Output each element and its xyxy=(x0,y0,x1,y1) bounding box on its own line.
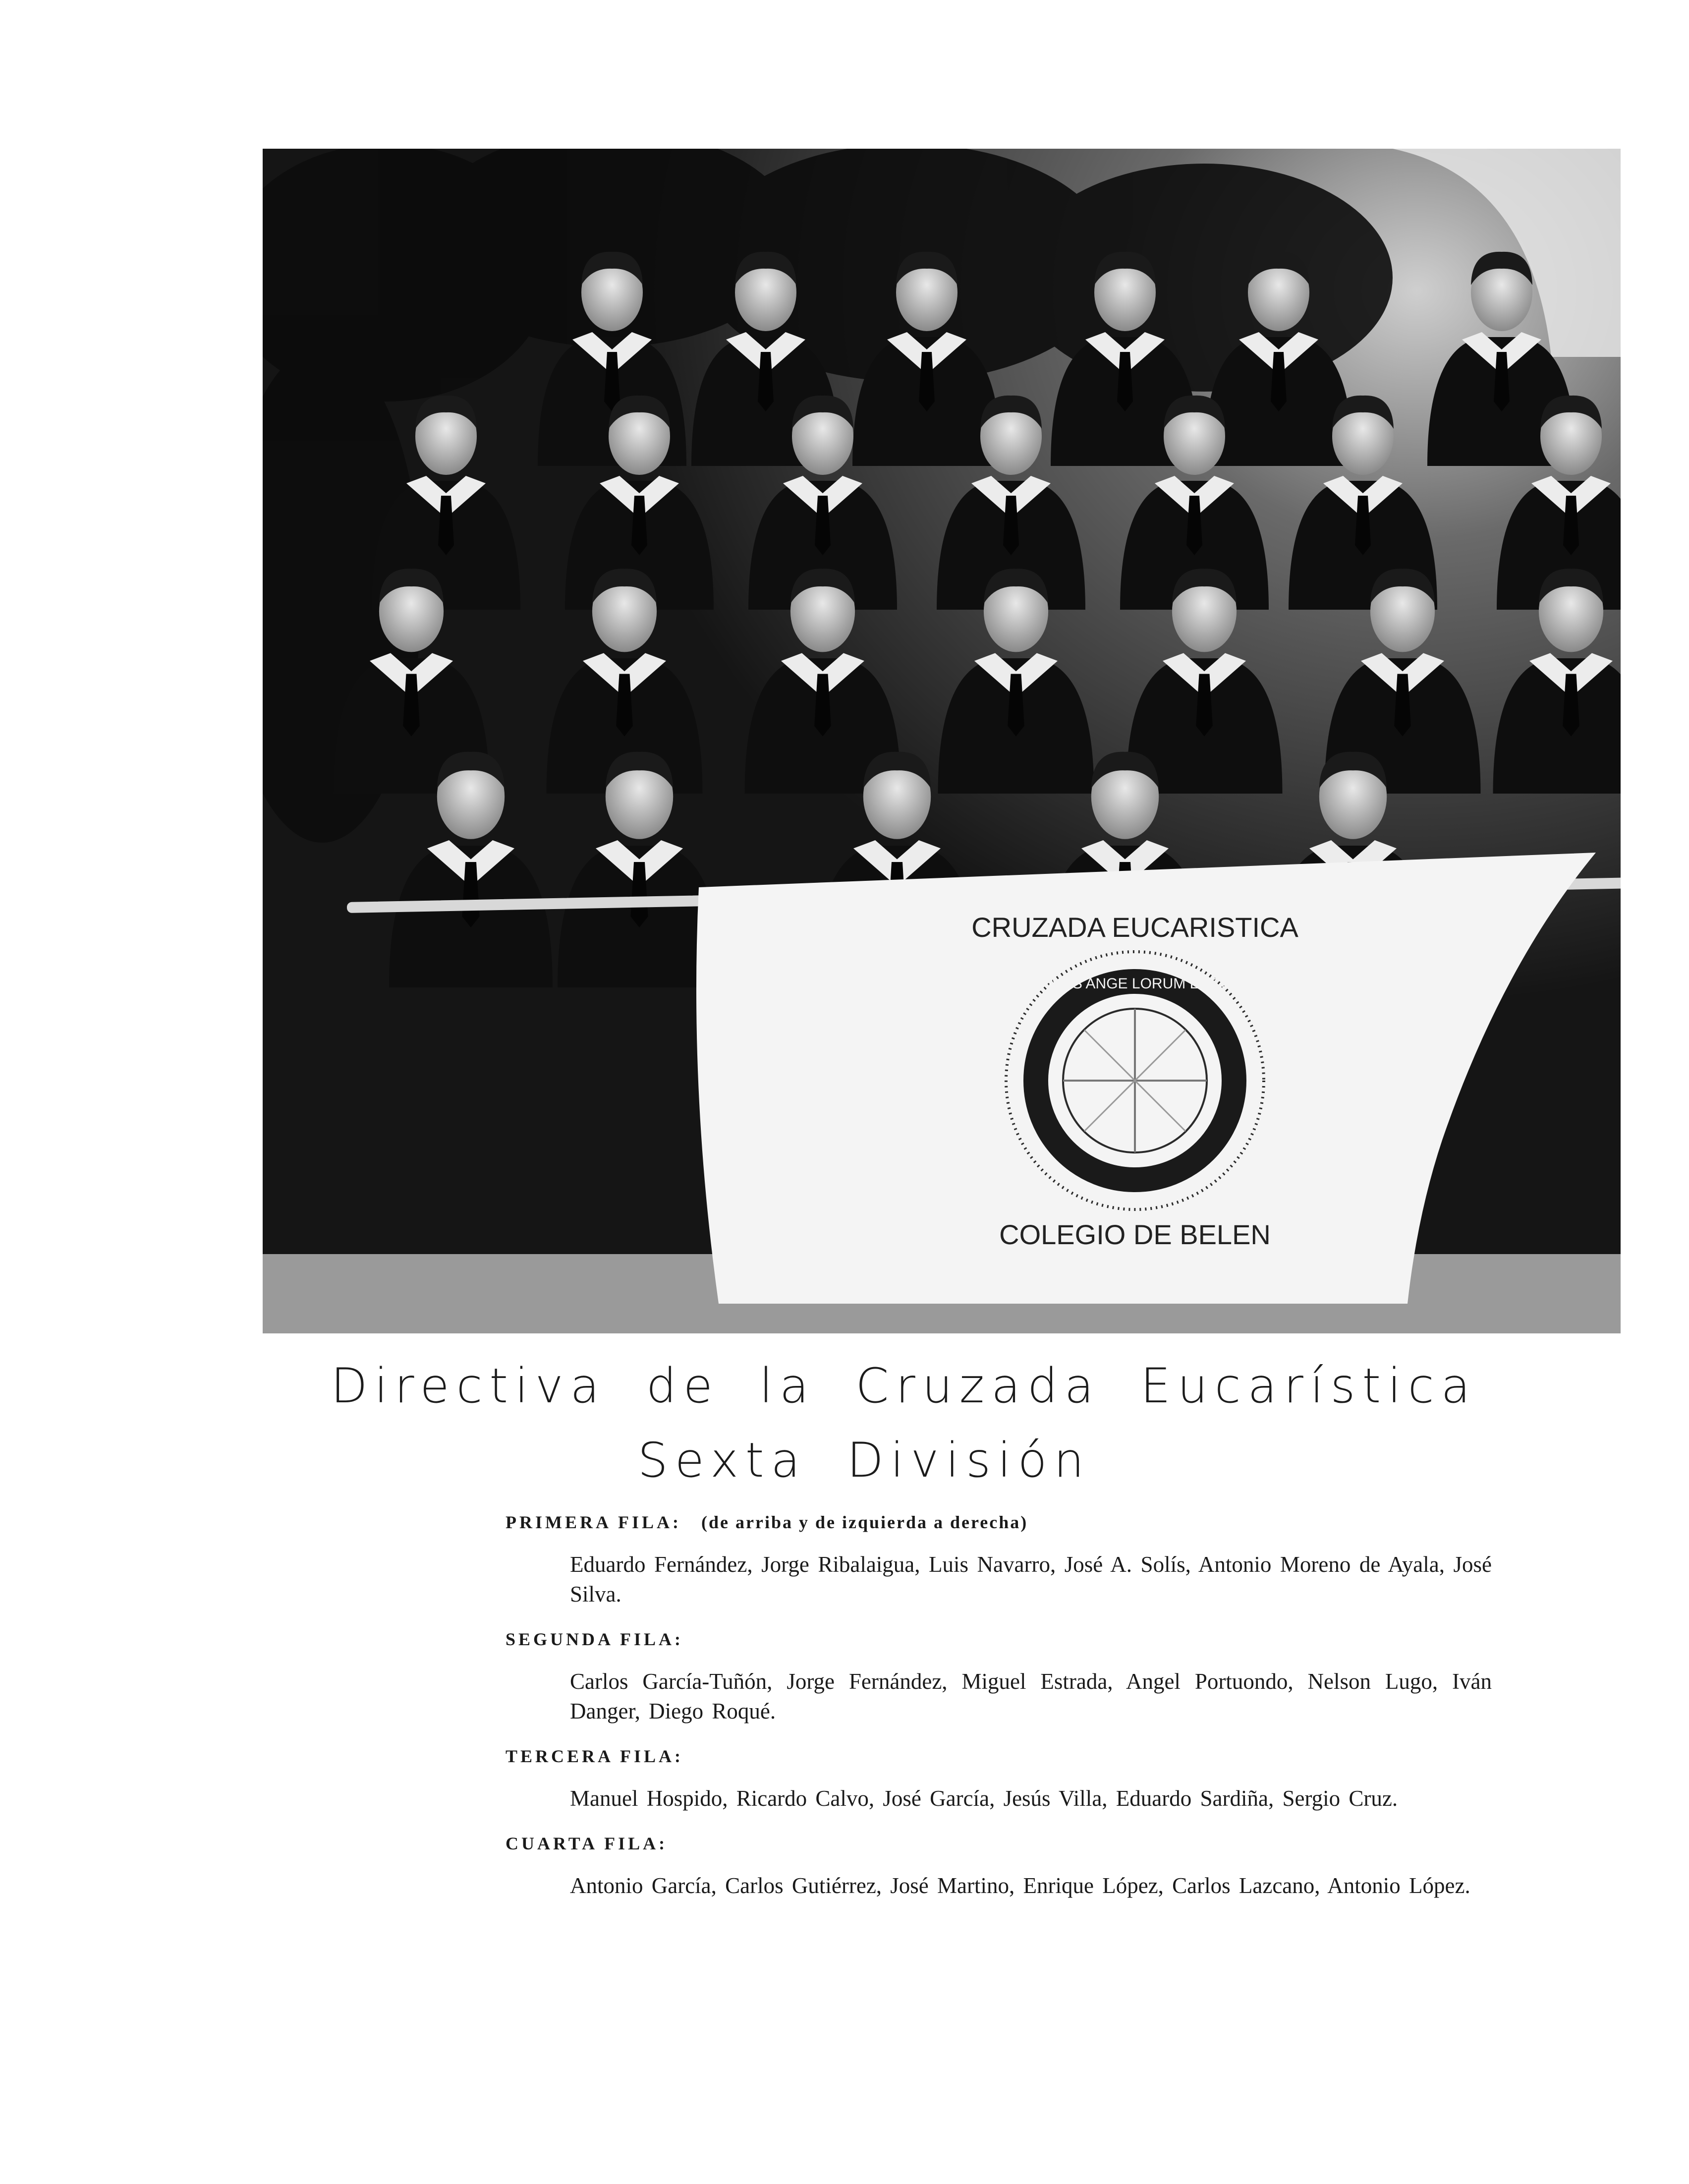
page-title: Directiva de la Cruzada Eucarística xyxy=(331,1358,1477,1414)
page-subtitle: Sexta División xyxy=(637,1433,1091,1488)
flag-outer-text: CRUZADA EUCARISTICA xyxy=(971,912,1298,943)
row-heading xyxy=(506,1629,1492,1650)
group-photo-illustration xyxy=(263,149,1621,1333)
row-heading-label: TERCERA FILA: xyxy=(506,1746,684,1766)
row-names: Manuel Hospido, Ricardo Calvo, José García, Jesús Villa, Eduardo Sardiña, Sergio Cruz. xyxy=(570,1786,1398,1811)
flag-inner-text: PANIS ANGE LORUM ECCE xyxy=(1039,976,1231,992)
group-photo xyxy=(263,149,1621,1333)
row-heading xyxy=(506,1833,1492,1854)
row-names: Antonio García, Carlos Gutiérrez, José Martino, Enrique López, Carlos Lazcano, Antonio López. xyxy=(570,1873,1470,1898)
row-heading xyxy=(506,1512,1492,1533)
flag-bottom-text: COLEGIO DE BELEN xyxy=(999,1219,1271,1250)
row-names: Carlos García-Tuñón, Jorge Fernández, Miguel Estrada, Angel Portuondo, Nelson Lugo, Iván Danger, Diego Roqué. xyxy=(570,1669,1492,1724)
row-heading-label: SEGUNDA FILA: xyxy=(506,1629,684,1649)
row-note: (de arriba y de izquierda a derecha) xyxy=(701,1512,1028,1532)
row-heading xyxy=(506,1746,1492,1767)
row-names: Eduardo Fernández, Jorge Ribalaigua, Luis Navarro, José A. Solís, Antonio Moreno de Ayala, José Silva. xyxy=(570,1552,1492,1607)
caption xyxy=(506,1512,1492,1920)
row-heading-label: CUARTA FILA: xyxy=(506,1834,668,1853)
row-heading-label: PRIMERA FILA: xyxy=(506,1512,681,1532)
